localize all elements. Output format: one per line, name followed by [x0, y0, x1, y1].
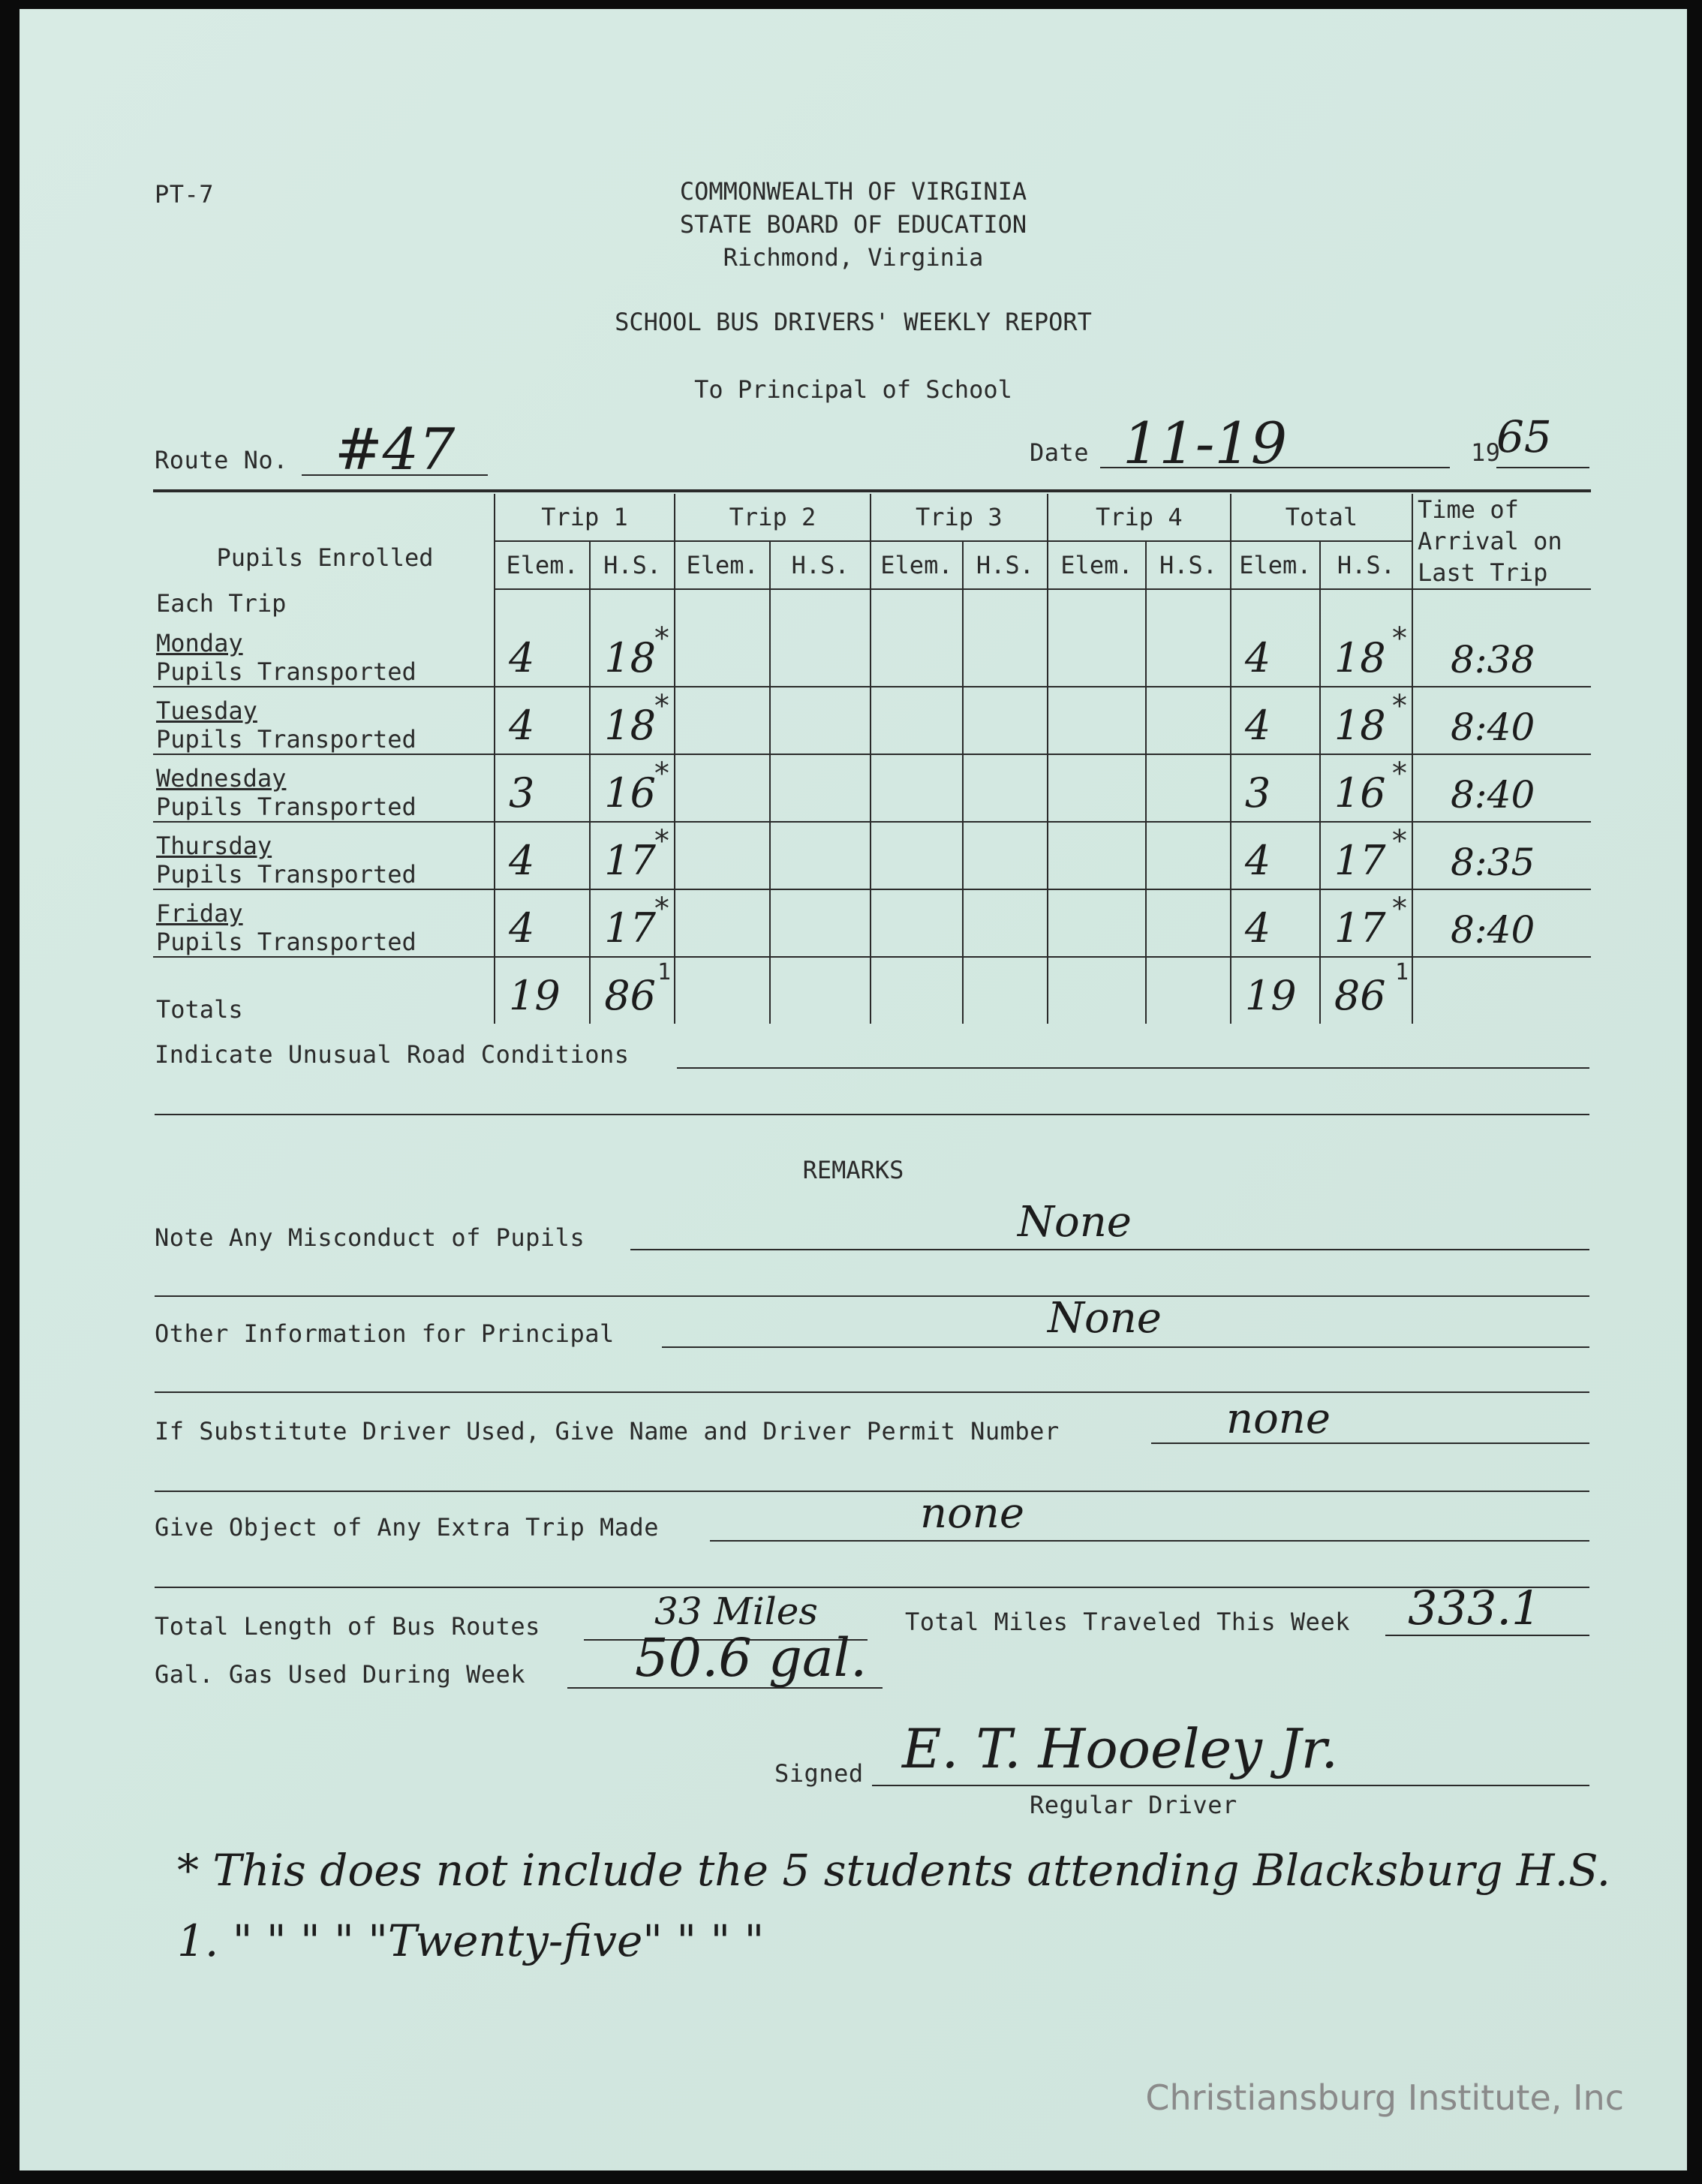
star-mark: *: [652, 689, 671, 723]
route-label: Route No.: [155, 446, 288, 474]
footnote-mark: 1: [657, 959, 671, 985]
t1-hs: 17: [604, 904, 657, 952]
transported-label: Pupils Transported: [156, 793, 416, 821]
star-mark: *: [1390, 824, 1409, 859]
tot-elem: 4: [1244, 837, 1271, 884]
row-tuesday: [153, 687, 1591, 754]
star-mark: *: [1390, 689, 1409, 723]
arrival-time: 8:40: [1451, 705, 1535, 749]
year-line: [1496, 467, 1589, 468]
enrolled-label-1: Pupils Enrolled: [216, 543, 434, 572]
arrival-time: 8:35: [1451, 841, 1535, 884]
arrival-head-2: Arrival on: [1418, 527, 1562, 555]
length-value: 33 Miles: [654, 1590, 818, 1633]
t1-hs: 18: [604, 702, 657, 749]
t1-elem-head: Elem.: [495, 541, 590, 589]
miles-value: 333.1: [1408, 1581, 1541, 1635]
tot-hs-total: 86: [1334, 972, 1386, 1019]
year-prefix: 19: [1471, 438, 1501, 467]
blank-head: [153, 494, 495, 541]
trip-table: [153, 494, 1591, 1024]
t1-hs: 16: [604, 769, 657, 817]
t2-elem-head: Elem.: [675, 541, 770, 589]
road-label: Indicate Unusual Road Conditions: [155, 1040, 630, 1069]
arrival-time: 8:38: [1451, 638, 1535, 681]
tot-hs: 16: [1334, 769, 1386, 817]
star-mark: *: [652, 621, 671, 656]
extra-line: [710, 1540, 1589, 1542]
t1-hs: 18: [604, 634, 657, 681]
arrival-time: 8:40: [1451, 773, 1535, 817]
arrival-time: 8:40: [1451, 908, 1535, 952]
arrival-head: [1412, 494, 1591, 589]
row-totals: [153, 957, 1591, 1024]
star-mark: *: [652, 824, 671, 859]
year-suffix: 65: [1496, 411, 1552, 462]
arrival-head-1: Time of: [1418, 495, 1519, 524]
t4-elem-head: Elem.: [1048, 541, 1146, 589]
tot-hs: 17: [1334, 837, 1386, 884]
transported-label: Pupils Transported: [156, 657, 416, 686]
signature-line: [872, 1785, 1589, 1786]
other-value: None: [1048, 1294, 1162, 1343]
extra-value: none: [920, 1489, 1024, 1538]
trip2-head: Trip 2: [675, 494, 871, 541]
arrival-head-3: Last Trip: [1418, 558, 1548, 587]
transported-label: Pupils Transported: [156, 725, 416, 754]
t1-hs: 17: [604, 837, 657, 884]
substitute-line: [1151, 1442, 1589, 1444]
transported-label: Pupils Transported: [156, 860, 416, 889]
road-line-2: [155, 1114, 1589, 1115]
t1-elem-total: 19: [508, 972, 561, 1019]
t3-elem-head: Elem.: [871, 541, 963, 589]
t1-elem: 4: [508, 702, 535, 749]
row-monday: [153, 620, 1591, 687]
footnote-1: * This does not include the 5 students attending Blacksburg H.S.: [177, 1845, 1611, 1896]
header-line-3: Richmond, Virginia: [723, 243, 984, 272]
remarks-title: REMARKS: [802, 1156, 904, 1184]
route-value: #47: [335, 416, 456, 483]
extra-line-2: [155, 1587, 1589, 1588]
other-line-2: [155, 1391, 1589, 1393]
footnote-2: 1. " " " " "Twenty-five" " " ": [177, 1915, 765, 1966]
miles-label: Total Miles Traveled This Week: [905, 1608, 1350, 1636]
t1-hs-total: 86: [604, 972, 657, 1019]
gas-value: 50.6 gal.: [635, 1627, 868, 1689]
star-mark: *: [1390, 757, 1409, 791]
tot-elem: 4: [1244, 904, 1271, 952]
misconduct-value: None: [1018, 1198, 1132, 1247]
driver-role: Regular Driver: [1030, 1791, 1237, 1819]
substitute-label: If Substitute Driver Used, Give Name and Driver Permit Number: [155, 1417, 1060, 1445]
date-label: Date: [1030, 438, 1090, 467]
t1-elem: 4: [508, 837, 535, 884]
form-code: PT-7: [155, 180, 215, 209]
report-form: [20, 9, 1687, 2170]
star-mark: *: [1390, 892, 1409, 926]
tot-elem: 4: [1244, 702, 1271, 749]
tot-elem-total: 19: [1244, 972, 1297, 1019]
star-mark: *: [652, 757, 671, 791]
t4-hs-head: H.S.: [1146, 541, 1231, 589]
tot-hs: 18: [1334, 702, 1386, 749]
day-label: [153, 889, 495, 957]
other-line: [662, 1346, 1589, 1348]
day-label: [153, 687, 495, 754]
report-title: SCHOOL BUS DRIVERS' WEEKLY REPORT: [615, 308, 1092, 336]
tot-hs: 17: [1334, 904, 1386, 952]
day-label: [153, 754, 495, 822]
total-head: Total: [1231, 494, 1412, 541]
t3-hs-head: H.S.: [963, 541, 1048, 589]
date-value: 11-19: [1123, 410, 1288, 477]
t1-elem: 4: [508, 904, 535, 952]
enrolled-label: [153, 541, 495, 589]
gas-label: Gal. Gas Used During Week: [155, 1660, 526, 1689]
trip3-head: Trip 3: [871, 494, 1048, 541]
t1-elem: 4: [508, 634, 535, 681]
tot-elem: 3: [1244, 769, 1271, 817]
day-name: Monday: [156, 629, 243, 657]
misconduct-label: Note Any Misconduct of Pupils: [155, 1223, 585, 1252]
t1-elem: 3: [508, 769, 535, 817]
tot-elem-head: Elem.: [1231, 541, 1320, 589]
header-line-2: STATE BOARD OF EDUCATION: [679, 210, 1027, 239]
tot-hs-head: H.S.: [1320, 541, 1412, 589]
footnote-mark: 1: [1394, 959, 1409, 985]
header-line-1: COMMONWEALTH OF VIRGINIA: [679, 177, 1027, 206]
day-name: Friday: [156, 899, 243, 928]
totals-label: Totals: [156, 995, 243, 1024]
day-label: [153, 822, 495, 889]
day-name: Tuesday: [156, 696, 257, 725]
t1-hs-head: H.S.: [590, 541, 675, 589]
watermark: Christiansburg Institute, Inc: [1145, 2077, 1624, 2118]
t2-hs-head: H.S.: [770, 541, 871, 589]
other-label: Other Information for Principal: [155, 1319, 615, 1348]
tot-elem: 4: [1244, 634, 1271, 681]
table-top-rule: [153, 489, 1591, 492]
star-mark: *: [1390, 621, 1409, 656]
row-thursday: [153, 822, 1591, 889]
each-trip-label: Each Trip: [156, 589, 287, 618]
signature: E. T. Hooeley Jr.: [902, 1717, 1339, 1780]
star-mark: *: [652, 892, 671, 926]
day-label: [153, 620, 495, 687]
substitute-value: none: [1226, 1394, 1331, 1443]
to-principal: To Principal of School: [694, 375, 1012, 404]
signed-label: Signed: [774, 1759, 864, 1788]
misconduct-line-2: [155, 1295, 1589, 1297]
substitute-line-2: [155, 1491, 1589, 1492]
row-wednesday: [153, 754, 1591, 822]
tot-hs: 18: [1334, 634, 1386, 681]
row-friday: [153, 889, 1591, 957]
transported-label: Pupils Transported: [156, 928, 416, 956]
length-label: Total Length of Bus Routes: [155, 1612, 540, 1641]
day-name: Wednesday: [156, 764, 287, 793]
extra-label: Give Object of Any Extra Trip Made: [155, 1513, 660, 1542]
trip1-head: Trip 1: [495, 494, 675, 541]
misconduct-line: [630, 1249, 1589, 1250]
day-name: Thursday: [156, 832, 272, 860]
road-line-1: [677, 1067, 1589, 1069]
trip4-head: Trip 4: [1048, 494, 1231, 541]
